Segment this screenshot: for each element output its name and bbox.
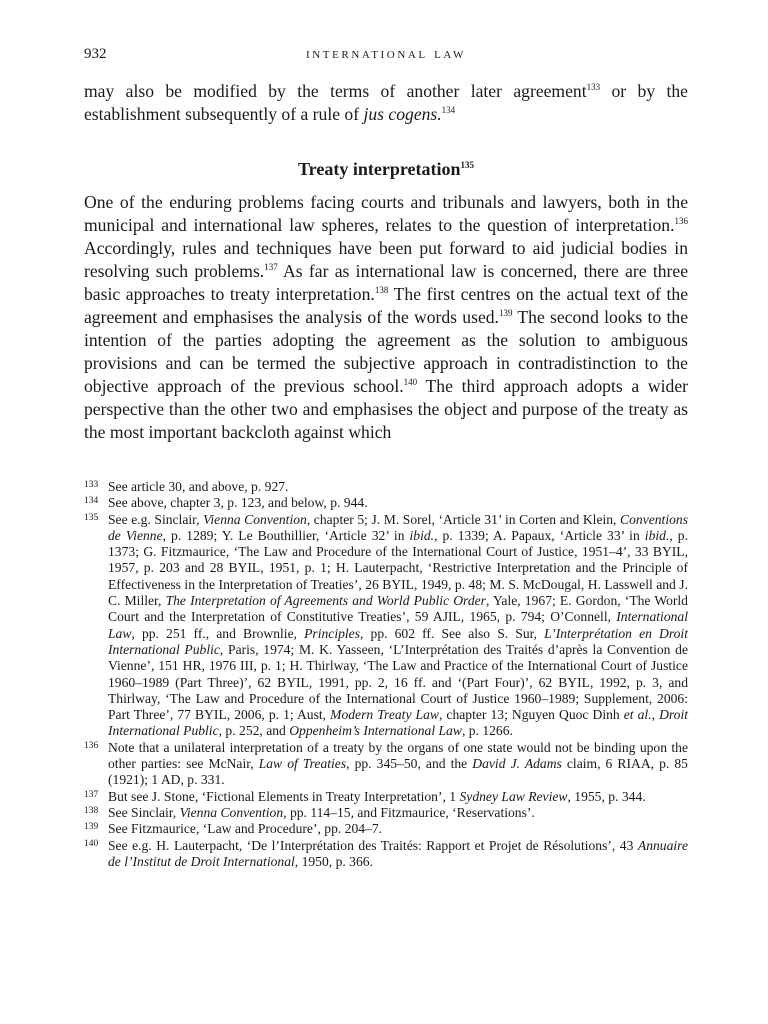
text-run: See e.g. Sinclair, (108, 511, 204, 527)
text-run: , pp. 251 ff., and Brownlie, (131, 625, 305, 641)
footnote-ref[interactable]: 140 (403, 377, 418, 387)
footnote (84, 838, 688, 871)
book-page (84, 46, 688, 870)
footnote-ref[interactable]: 139 (498, 308, 513, 318)
text-run: See e.g. H. Lauterpacht, ‘De l’Interprétation des Traités: Rapport et Projet de Résolutions’, 43 (108, 837, 638, 853)
footnote-number: 139 (84, 822, 99, 833)
italic-title: The Interpretation of Agreements and World Public Order (165, 593, 486, 609)
italic-title: ibid. (409, 527, 435, 543)
footnote (84, 805, 688, 821)
running-title: international law (305, 46, 467, 62)
italic-title: Vienna Convention (179, 804, 284, 820)
italic-title: Conventions de Vienne (108, 511, 688, 543)
text-run: may also be modified by the terms of another later agreement (84, 81, 587, 101)
text-run: The third approach adopts a wider perspective than the other two and emphasises the object and purpose of the treaty as the most important backcloth against which (84, 376, 688, 442)
text-run: Accordingly, rules and techniques have been put forward to aid judicial bodies in resolving such problems. (84, 238, 688, 281)
text-run: , Paris, 1974; M. K. Yasseen, ‘L’Interprétation des Traités d’après la Convention de Vienne’, 151 HR, 1976 III, p. 1; H. Thirlway, ‘The Law and Practice of the International Court of Justice 1960–1989 (Part Three)’, 62 BYIL, 1991, pp. 2, 16 ff. and ‘(Part Four)’, 62 BYIL, 1992, p. 3, and Thirlway, ‘The Law and Procedure of the International Court of Justice 1960–1989; Supplement, 2006: Part Three’, 77 BYIL, 2006, p. 1; Aust, (108, 641, 689, 723)
text-run: , 1950, p. 366. (294, 853, 373, 869)
text-run: , p. 1373; G. Fitzmaurice, ‘The Law and Procedure of the International Court of Justice, 1951–4’, 33 BYIL, 1957, p. 203 and 28 BYIL, 1951, p. 1; H. Lauterpacht, ‘Restrictive Interpretation and the Principle of Effectiveness in the Interpretation of Treaties’, 26 BYIL, 1949, p. 48; M. S. McDougal, H. Lasswell and J. C. Miller, (108, 527, 688, 609)
italic-title: Oppenheim’s International Law (289, 723, 462, 739)
section-heading (84, 158, 688, 181)
text-run: One of the enduring problems facing courts and tribunals and lawyers, both in the municipal and international law spheres, relates to the question of interpretation. (84, 192, 688, 235)
footnote (84, 821, 688, 837)
footnote-number: 137 (84, 789, 99, 800)
text-run: , chapter 5; J. M. Sorel, ‘Article 31’ in Corten and Klein, (306, 511, 621, 527)
footnote (84, 740, 688, 789)
italic-title: David J. Adams (472, 756, 562, 772)
footnote (84, 512, 688, 740)
text-run: Note that a unilateral interpretation of a treaty by the organs of one state would not be binding upon the other parties: see McNair, (108, 739, 688, 772)
text-run: , p. 252, and (218, 723, 290, 739)
text-run: , p. 1266. (461, 723, 513, 739)
text-run: The second looks to the intention of the parties adopting the agreement as the solution to ambiguous provisions and can be termed the subjective approach in contradistinction to the objective approach of the previous school. (84, 307, 689, 396)
body-paragraph (84, 191, 688, 444)
footnote-text: See article 30, and above, p. 927. (108, 479, 289, 494)
footnote-text (108, 838, 688, 871)
text-run: The first centres on the actual text of the agreement and emphasises the analysis of the words used. (84, 284, 689, 327)
italic-title: Modern Treaty Law (330, 707, 439, 723)
section-heading-text: Treaty interpretation (298, 159, 461, 179)
footnote (84, 495, 688, 511)
footnote-text (108, 805, 688, 821)
running-head: 932 international law (84, 46, 688, 68)
footnote-text: See above, chapter 3, p. 123, and below, p. 944. (108, 495, 368, 511)
text-run: , Yale, 1967; E. Gordon, ‘The World Court and the Interpretation of Constitutive Treaties’, 59 AJIL, 1965, p. 794; O’Connell, (108, 593, 688, 625)
text-run: , p. 1289; Y. Le Bouthillier, ‘Article 32’ in (162, 527, 410, 543)
footnote-text (108, 789, 688, 805)
footnote (84, 479, 688, 495)
footnote-number: 140 (84, 838, 99, 849)
text-run: , p. 1339; A. Papaux, ‘Article 33’ in (434, 527, 645, 543)
text-run: , chapter 13; Nguyen Quoc Dinh (438, 707, 624, 723)
footnote-ref[interactable]: 134 (441, 105, 456, 115)
footnotes (84, 479, 688, 870)
text-run: , pp. 345–50, and the (346, 756, 473, 772)
footnote-ref[interactable]: 138 (374, 285, 389, 295)
italic-title: Vienna Convention (203, 511, 307, 527)
footnote-text: See Fitzmaurice, ‘Law and Procedure’, pp. 204–7. (108, 821, 383, 837)
text-run: or by the establishment subsequently of a rule of (84, 81, 688, 124)
italic-title: Law of Treaties (258, 756, 347, 772)
italic-term: jus cogens. (363, 104, 442, 124)
footnote-ref[interactable]: 133 (586, 82, 601, 92)
text-run: , 1955, p. 344. (567, 788, 646, 804)
italic-title: Annuaire de l’Institut de Droit International (108, 837, 688, 869)
footnote-number: 138 (84, 805, 99, 816)
footnote-number: 133 (84, 480, 99, 490)
italic-title: Droit International Public (108, 707, 689, 739)
footnote-text (108, 740, 688, 789)
italic-title: ibid. (644, 527, 670, 543)
footnote-ref[interactable]: 136 (674, 216, 688, 226)
text-run: claim, 6 RIAA, p. 85 (1921); 1 AD, p. 331. (108, 756, 688, 788)
footnote (84, 789, 688, 805)
text-run: See Sinclair, (108, 804, 180, 820)
intro-paragraph (84, 80, 688, 126)
italic-title: Principles (304, 625, 361, 641)
text-run: As far as international law is concerned, there are three basic approaches to treaty interpretation. (84, 261, 689, 304)
italic-title: International Law (108, 609, 688, 641)
footnote-ref[interactable]: 137 (264, 262, 278, 272)
italic-title: et al. (623, 707, 652, 723)
footnote-number: 135 (84, 512, 99, 523)
text-run: , pp. 114–15, and Fitzmaurice, ‘Reservations’. (283, 804, 535, 820)
text-run: , pp. 602 ff. See also S. Sur, (360, 625, 545, 641)
footnote-text (108, 512, 688, 740)
text-run: , (651, 707, 660, 723)
footnote-number: 134 (84, 496, 99, 507)
footnote-ref[interactable]: 135 (460, 160, 474, 170)
italic-title: L’Interprétation en Droit International Public (108, 625, 688, 657)
italic-title: Sydney Law Review (459, 788, 568, 804)
text-run: But see J. Stone, ‘Fictional Elements in Treaty Interpretation’, 1 (108, 788, 460, 804)
footnote-number: 136 (84, 740, 99, 751)
